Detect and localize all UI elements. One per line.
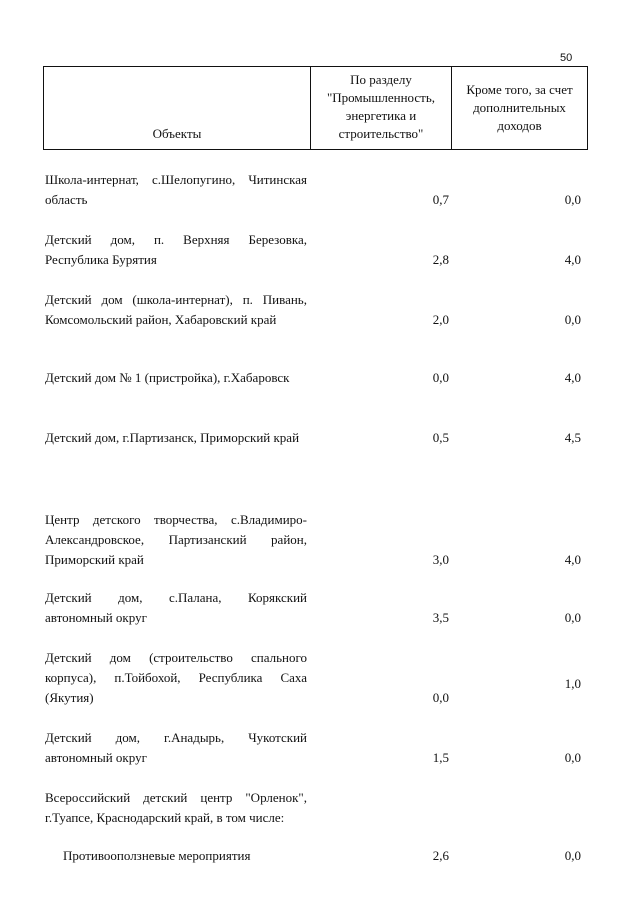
row-additional-value: 0,0 <box>564 192 581 207</box>
header-objects <box>44 67 311 149</box>
table-row <box>45 230 585 270</box>
row-object: Центр детского творчества, с.Владимиро-Александровское, Партизанский район, Приморский край <box>45 512 307 567</box>
page-number: 50 <box>560 52 573 64</box>
row-object: Детский дом, г.Анадырь, Чукотский автономный округ <box>45 730 307 765</box>
table-row <box>45 648 585 708</box>
row-additional-value: 0,0 <box>564 848 581 863</box>
row-section-value: 0,0 <box>432 690 449 705</box>
table-row <box>45 290 585 330</box>
table-header <box>43 66 588 150</box>
table-row <box>45 170 585 210</box>
table-row <box>45 846 585 866</box>
table-row <box>45 428 585 448</box>
header-section: По разделу "Промышленность, энергетика и строительство" <box>311 67 452 149</box>
row-object: Детский дом, п. Верхняя Березовка, Республика Бурятия <box>45 232 307 267</box>
row-section-value: 0,7 <box>432 192 449 207</box>
row-object: Школа-интернат, с.Шелопугино, Читинская область <box>45 172 307 207</box>
row-object: Противооползневые мероприятия <box>63 848 251 863</box>
table-row <box>45 588 585 628</box>
row-section-value: 2,0 <box>432 312 449 327</box>
row-additional-value: 1,0 <box>564 676 581 691</box>
row-section-value: 3,0 <box>432 552 449 567</box>
row-object: Детский дом, г.Партизанск, Приморский край <box>45 430 300 445</box>
table-row <box>45 510 585 570</box>
row-section-value: 3,5 <box>432 610 449 625</box>
row-section-value: 0,0 <box>432 370 449 385</box>
header-objects-label: Объекты <box>152 126 202 141</box>
row-additional-value: 0,0 <box>564 312 581 327</box>
row-section-value: 1,5 <box>432 750 449 765</box>
row-additional-value: 4,0 <box>564 552 581 567</box>
table-row <box>45 728 585 768</box>
row-additional-value: 0,0 <box>564 750 581 765</box>
table-row <box>45 788 585 828</box>
row-additional-value: 4,0 <box>564 370 581 385</box>
row-object: Детский дом, с.Палана, Корякский автономный округ <box>45 590 307 625</box>
row-additional-value: 0,0 <box>564 610 581 625</box>
row-section-value: 0,5 <box>432 430 449 445</box>
row-object: Детский дом № 1 (пристройка), г.Хабаровск <box>45 370 290 385</box>
row-additional-value: 4,5 <box>564 430 581 445</box>
table-row <box>45 368 585 388</box>
row-object: Детский дом (школа-интернат), п. Пивань, Комсомольский район, Хабаровский край <box>45 292 307 327</box>
row-object: Всероссийский детский центр "Орленок", г.Туапсе, Краснодарский край, в том числе: <box>45 790 307 825</box>
row-section-value: 2,8 <box>432 252 449 267</box>
row-object: Детский дом (строительство спального корпуса), п.Тойбохой, Республика Саха (Якутия) <box>45 650 307 705</box>
row-section-value: 2,6 <box>432 848 449 863</box>
row-additional-value: 4,0 <box>564 252 581 267</box>
header-additional: Кроме того, за счет дополнительных доходов <box>466 82 573 133</box>
